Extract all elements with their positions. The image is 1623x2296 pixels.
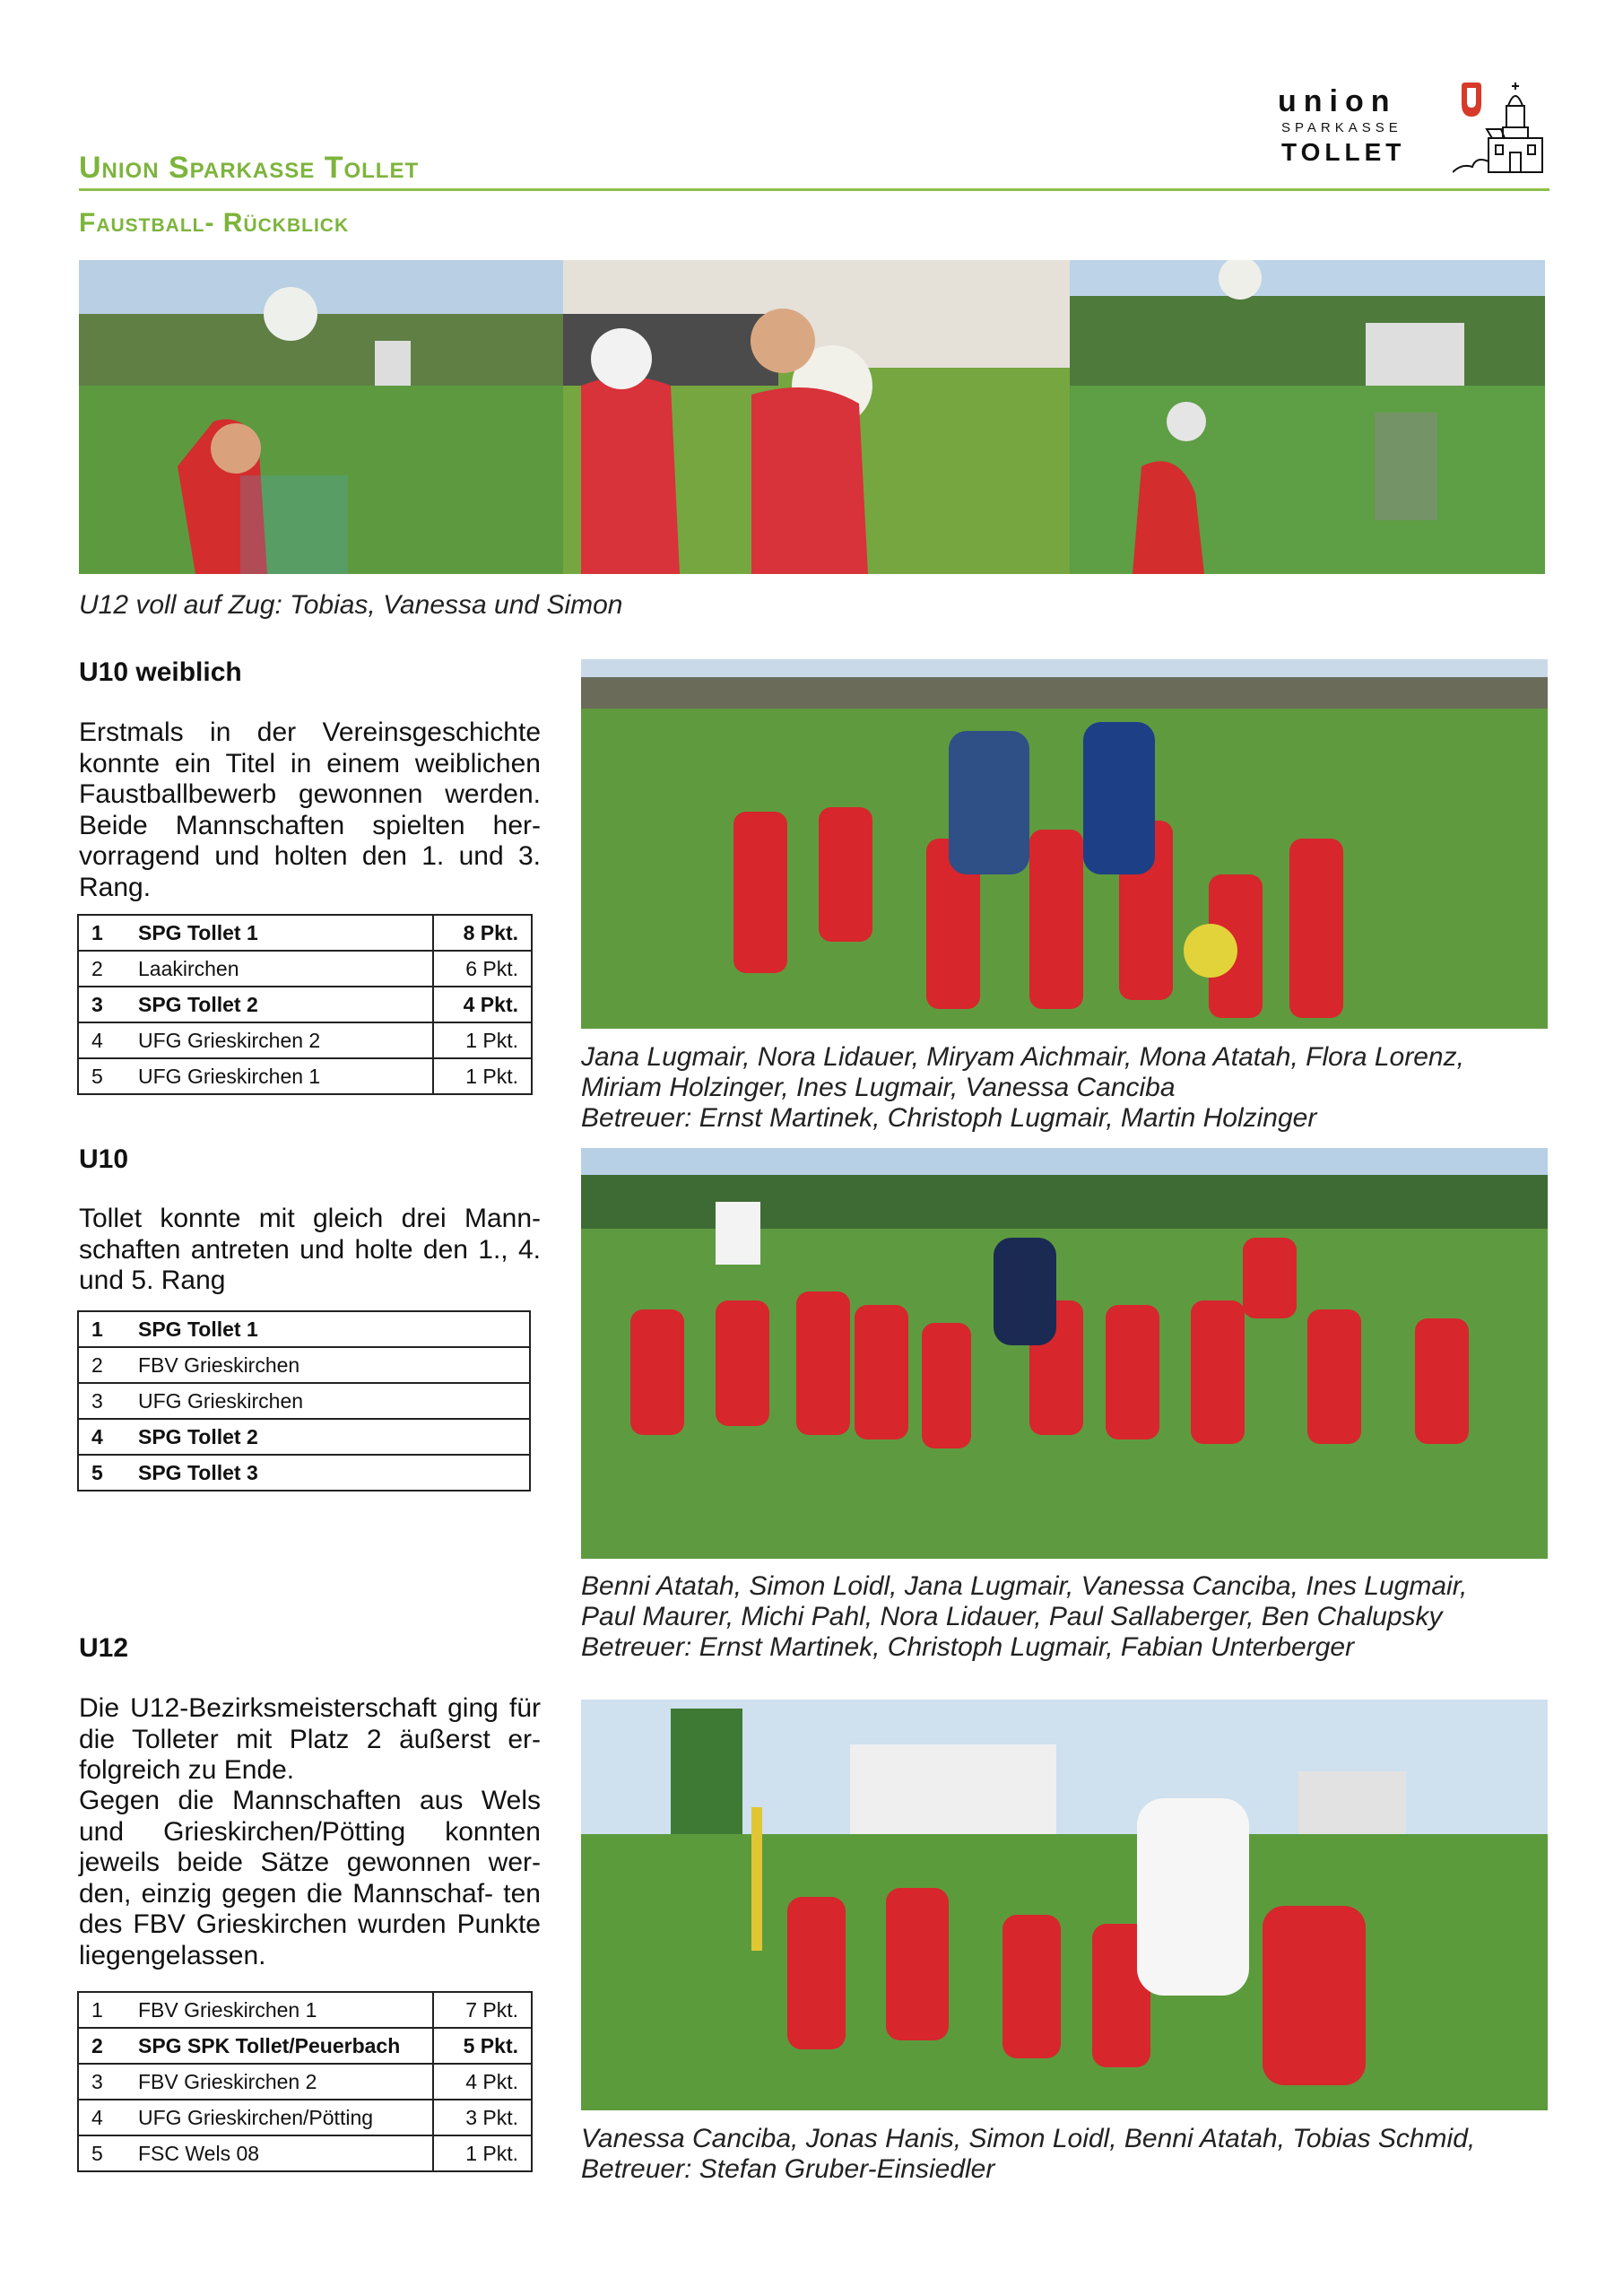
table-row: 3 FBV Grieskirchen 2 4 Pkt.: [78, 2064, 532, 2100]
table-row: 3 UFG Grieskirchen: [78, 1383, 530, 1419]
table-row: 5 FSC Wels 08 1 Pkt.: [78, 2135, 532, 2171]
page-title: Union Sparkasse Tollet: [79, 151, 420, 185]
logo-word-sparkasse: SPARKASSE: [1281, 120, 1402, 135]
photo-u12-tobias: [79, 260, 563, 574]
caption-u10-line2: Paul Maurer, Michi Pahl, Nora Lidauer, Paul Sallaberger, Ben Chalupsky: [581, 1602, 1443, 1631]
table-row: 4 SPG Tollet 2: [78, 1419, 530, 1455]
photo-u12-simon: [1070, 260, 1545, 574]
heading-u12: U12: [79, 1633, 129, 1663]
caption-u10-line3: Betreuer: Ernst Martinek, Christoph Lugmair, Fabian Unterberger: [581, 1632, 1355, 1662]
header-divider: [79, 188, 1549, 191]
caption-u10-line1: Benni Atatah, Simon Loidl, Jana Lugmair, Vanessa Canciba, Ines Lugmair,: [581, 1571, 1468, 1601]
table-row: 3 SPG Tollet 2 4 Pkt.: [78, 987, 532, 1022]
photo-team-u10: [581, 1148, 1548, 1559]
heading-u10-weiblich: U10 weiblich: [79, 657, 242, 687]
text-u12-detail: Gegen die Mannschaften aus Wels und Grieskirchen/Pötting konnten jeweils beide Sätze gewonnen wer- den, einzig gegen die Mannschaf- ten des FBV Grieskirchen wurden Punkte liegengelassen.: [79, 1786, 541, 1970]
results-table-u10: [77, 1310, 531, 1492]
table-row: 5 UFG Grieskirchen 1 1 Pkt.: [78, 1058, 532, 1094]
caption-u10-weiblich-line1: Jana Lugmair, Nora Lidauer, Miryam Aichmair, Mona Atatah, Flora Lorenz,: [581, 1042, 1464, 1072]
table-row: 1 FBV Grieskirchen 1 7 Pkt.: [78, 1992, 532, 2028]
caption-u12-line1: Vanessa Canciba, Jonas Hanis, Simon Loidl, Benni Atatah, Tobias Schmid,: [581, 2124, 1476, 2153]
table-row: 5 SPG Tollet 3: [78, 1455, 530, 1491]
heading-u10: U10: [79, 1144, 129, 1174]
table-row: 4 UFG Grieskirchen 2 1 Pkt.: [78, 1022, 532, 1058]
text-u12-intro: Die U12-Bezirksmeisterschaft ging für die Tolleter mit Platz 2 äußerst er- folgreich zu Ende.: [79, 1693, 541, 1785]
page-subtitle: Faustball- Rückblick: [79, 208, 350, 238]
results-table-u10-weiblich: [77, 914, 533, 1095]
club-logo: [1278, 79, 1556, 178]
photo-u12-vanessa: [563, 260, 1070, 574]
table-row: 2 FBV Grieskirchen: [78, 1347, 530, 1383]
caption-u10-weiblich-line3: Betreuer: Ernst Martinek, Christoph Lugmair, Martin Holzinger: [581, 1103, 1317, 1133]
text-u10-weiblich: Erstmals in der Vereinsgeschichte konnte ein Titel in einem weiblichen Faustballbewerb gewonnen werden. Beide Mannschaften spielten her- vorragend und holten den 1. und 3. Rang.: [79, 718, 541, 902]
results-table-u12: [77, 1991, 533, 2172]
table-row: 1 SPG Tollet 1: [78, 1311, 530, 1347]
text-u10: Tollet konnte mit gleich drei Mann- schaften antreten und holte den 1., 4. und 5. Rang: [79, 1204, 541, 1295]
logo-word-union: union: [1278, 84, 1397, 118]
table-row: 2 Laakirchen 6 Pkt.: [78, 951, 532, 987]
photo-team-u10-weiblich: [581, 659, 1548, 1029]
table-row: 2 SPG SPK Tollet/Peuerbach 5 Pkt.: [78, 2028, 532, 2064]
table-row: 1 SPG Tollet 1 8 Pkt.: [78, 915, 532, 951]
caption-u12-line2: Betreuer: Stefan Gruber-Einsiedler: [581, 2154, 995, 2184]
table-row: 4 UFG Grieskirchen/Pötting 3 Pkt.: [78, 2100, 532, 2135]
church-icon: [1453, 79, 1556, 178]
photo-team-u12: [581, 1700, 1548, 2110]
caption-u10-weiblich-line2: Miriam Holzinger, Ines Lugmair, Vanessa Canciba: [581, 1073, 1176, 1102]
top-photo-caption: U12 voll auf Zug: Tobias, Vanessa und Simon: [79, 590, 623, 620]
logo-word-tollet: TOLLET: [1281, 138, 1406, 166]
